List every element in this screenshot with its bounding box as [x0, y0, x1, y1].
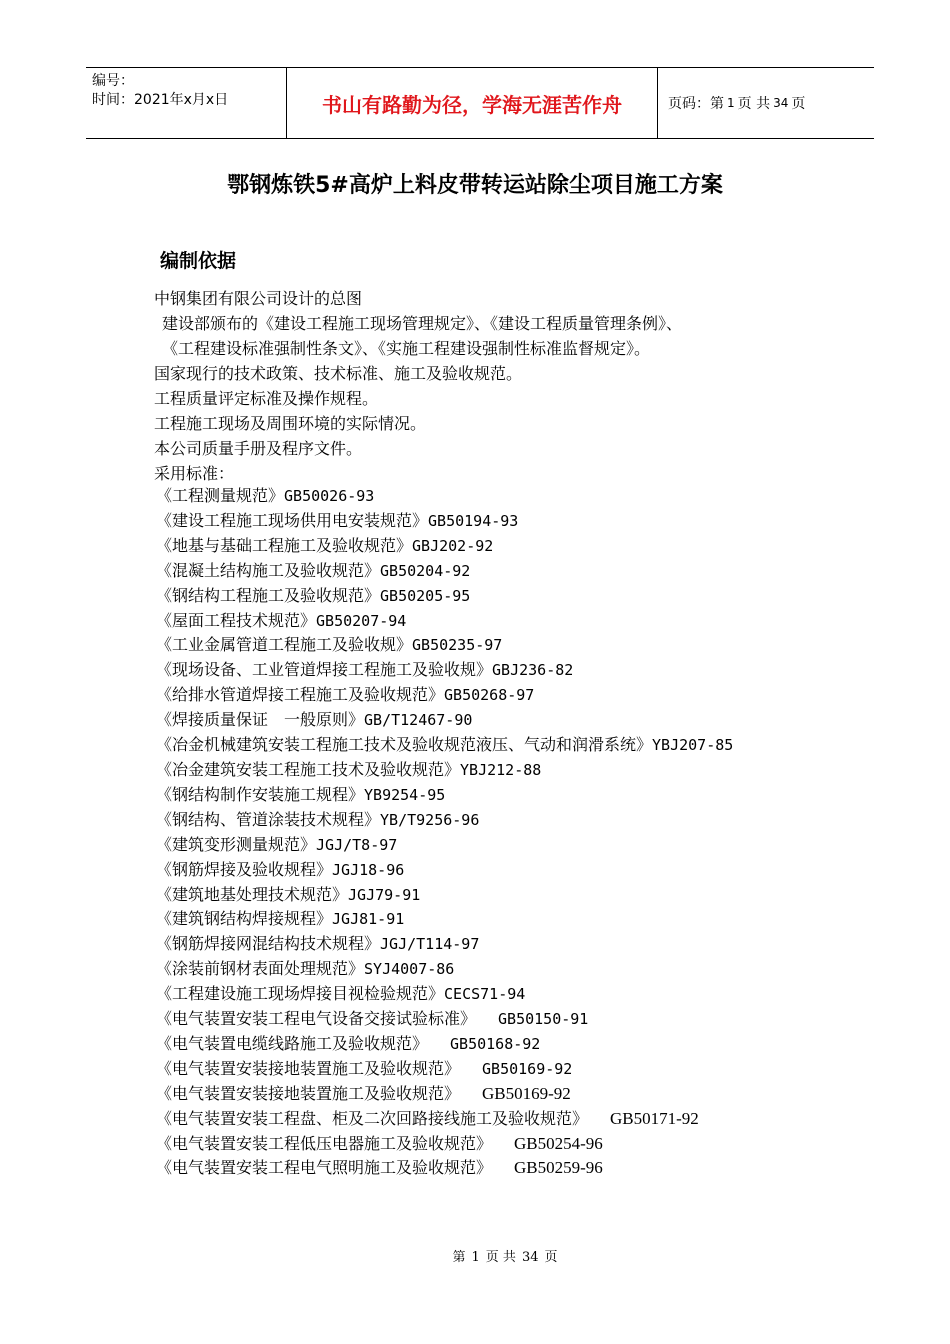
motto: 书山有路勤为径，学海无涯苦作舟	[322, 92, 622, 117]
standard-item	[156, 907, 886, 932]
standard-code: GB50235-97	[412, 636, 503, 655]
standard-code: GB50207-94	[316, 611, 407, 630]
section-heading: 编制依据	[160, 250, 237, 272]
standard-item	[156, 1156, 886, 1181]
standard-name: 《工程测量规范》	[156, 486, 285, 505]
standard-code: GB50259-96	[514, 1158, 603, 1178]
standard-item	[156, 1007, 886, 1032]
standard-item	[156, 957, 886, 982]
standard-code: YBJ212-88	[460, 760, 542, 779]
standard-name: 《工程建设施工现场焊接目视检验规范》	[156, 984, 445, 1004]
standard-name: 《电气装置安装工程盘、柜及二次回路接线施工及验收规范》	[156, 1108, 589, 1128]
standard-item	[156, 534, 886, 559]
standard-code: JGJ79-91	[348, 885, 421, 904]
standard-code: GB50169-92	[482, 1059, 573, 1078]
standard-code: GB50254-96	[514, 1133, 603, 1153]
standard-item	[156, 509, 886, 534]
standard-item	[156, 559, 886, 584]
standard-item	[156, 1057, 886, 1082]
standard-item	[156, 758, 886, 783]
standard-code: GB50026-93	[284, 487, 375, 505]
basis-line: 采用标准：	[154, 464, 235, 483]
standard-name: 《钢结构制作安装施工规程》	[156, 784, 365, 804]
standard-code: GB50171-92	[610, 1108, 699, 1128]
standard-name: 《给排水管道焊接工程施工及验收规范》	[156, 685, 445, 705]
basis-line: 工程质量评定标准及操作规程。	[154, 389, 379, 408]
standard-code: YB/T9256-96	[380, 810, 480, 829]
standard-name: 《涂装前钢材表面处理规范》	[156, 959, 365, 979]
footer-current: 1	[471, 1250, 480, 1265]
standard-name: 《钢筋焊接网混结构技术规程》	[156, 934, 381, 954]
footer-total: 34	[521, 1250, 539, 1265]
standard-name: 《建设工程施工现场供用电安装规范》	[156, 510, 429, 530]
basis-line: 建设部颁布的《建设工程施工现场管理规定》、《建设工程质量管理条例》、	[162, 314, 683, 333]
page-suffix: 页	[791, 96, 806, 112]
basis-line: 《工程建设标准强制性条文》、《实施工程建设强制性标准监督规定》。	[162, 339, 651, 358]
standard-code: CECS71-94	[444, 985, 526, 1004]
time-label: 时间：2021年x月x日	[92, 92, 229, 108]
standard-name: 《电气装置电缆线路施工及验收规范》	[156, 1033, 429, 1053]
standard-item	[156, 683, 886, 708]
standard-item	[156, 484, 886, 509]
standard-name: 《钢筋焊接及验收规程》	[156, 859, 333, 879]
basis-line: 中钢集团有限公司设计的总图	[154, 289, 363, 308]
standard-item	[156, 733, 886, 758]
standard-code: SYJ4007-86	[364, 960, 455, 979]
page-footer	[0, 1246, 950, 1265]
standard-item	[156, 658, 886, 683]
standard-name: 《现场设备、工业管道焊接工程施工及验收规》	[156, 660, 493, 680]
footer-suffix: 页	[544, 1250, 558, 1265]
page-total: 34	[773, 96, 789, 110]
standard-name: 《建筑钢结构焊接规程》	[156, 909, 333, 929]
page-label: 页码：第	[668, 96, 724, 112]
standard-name: 《电气装置安装接地装置施工及验收规范》	[156, 1058, 461, 1078]
standard-name: 《电气装置安装工程低压电器施工及验收规范》	[156, 1133, 493, 1153]
standard-item	[156, 609, 886, 634]
standard-code: GB50168-92	[450, 1034, 541, 1053]
standard-item	[156, 833, 886, 858]
standard-name: 《电气装置安装工程电气设备交接试验标准》	[156, 1009, 477, 1029]
standard-item	[156, 633, 886, 658]
standard-item	[156, 783, 886, 808]
standard-item	[156, 982, 886, 1007]
standard-name: 《屋面工程技术规范》	[156, 610, 317, 630]
standard-item	[156, 1107, 886, 1132]
standard-code: JGJ18-96	[332, 860, 405, 879]
standard-item	[156, 858, 886, 883]
standard-item	[156, 1032, 886, 1057]
standard-code: YBJ207-85	[652, 736, 734, 755]
standard-code: YB9254-95	[364, 785, 446, 804]
page-header	[86, 67, 874, 139]
basis-line: 国家现行的技术政策、技术标准、施工及验收规范。	[154, 364, 523, 383]
standard-item	[156, 1082, 886, 1107]
standard-name: 《建筑地基处理技术规范》	[156, 884, 349, 904]
standard-name: 《混凝土结构施工及验收规范》	[156, 560, 381, 580]
standard-name: 《地基与基础工程施工及验收规范》	[156, 535, 413, 555]
standard-name: 《建筑变形测量规范》	[156, 834, 317, 854]
standard-item	[156, 1132, 886, 1157]
standard-code: JGJ/T114-97	[380, 935, 480, 954]
page-current: 1	[727, 96, 735, 110]
serial-label: 编号：	[92, 73, 134, 89]
document-title: 鄂钢炼铁5#高炉上料皮带转运站除尘项目施工方案	[227, 173, 723, 198]
standard-code: GB50268-97	[444, 686, 535, 705]
footer-mid: 页 共	[485, 1250, 516, 1265]
standard-code: GBJ236-82	[492, 661, 574, 680]
standard-name: 《冶金建筑安装工程施工技术及验收规范》	[156, 759, 461, 779]
standard-name: 《电气装置安装接地装置施工及验收规范》	[156, 1083, 461, 1103]
standard-code: JGJ81-91	[332, 910, 405, 929]
standard-name: 《钢结构、管道涂装技术规程》	[156, 809, 381, 829]
header-page-info	[658, 68, 874, 138]
standard-code: GB50194-93	[428, 511, 519, 530]
basis-line: 本公司质量手册及程序文件。	[154, 439, 363, 458]
standard-code: GB50204-92	[380, 561, 471, 580]
standard-code: GB50169-92	[482, 1083, 571, 1103]
page-mid: 页 共	[737, 96, 771, 112]
standard-name: 《工业金属管道工程施工及验收规》	[156, 635, 413, 655]
standard-item	[156, 584, 886, 609]
header-meta	[86, 68, 286, 138]
footer-prefix: 第	[452, 1250, 466, 1265]
standard-name: 《焊接质量保证 一般原则》	[156, 710, 365, 730]
basis-line: 工程施工现场及周围环境的实际情况。	[154, 414, 427, 433]
standard-code: JGJ/T8-97	[316, 835, 398, 854]
standard-item	[156, 883, 886, 908]
standard-code: GB/T12467-90	[364, 711, 473, 730]
standard-name: 《电气装置安装工程电气照明施工及验收规范》	[156, 1158, 493, 1178]
basis-list	[154, 286, 874, 486]
standard-code: GB50150-91	[498, 1010, 589, 1029]
standard-item	[156, 808, 886, 833]
header-motto-cell	[286, 68, 658, 138]
standard-name: 《冶金机械建筑安装工程施工技术及验收规范液压、气动和润滑系统》	[156, 735, 653, 755]
standards-list	[156, 484, 886, 1181]
standard-name: 《钢结构工程施工及验收规范》	[156, 585, 381, 605]
standard-item	[156, 932, 886, 957]
standard-code: GBJ202-92	[412, 536, 494, 555]
standard-item	[156, 708, 886, 733]
standard-code: GB50205-95	[380, 586, 471, 605]
